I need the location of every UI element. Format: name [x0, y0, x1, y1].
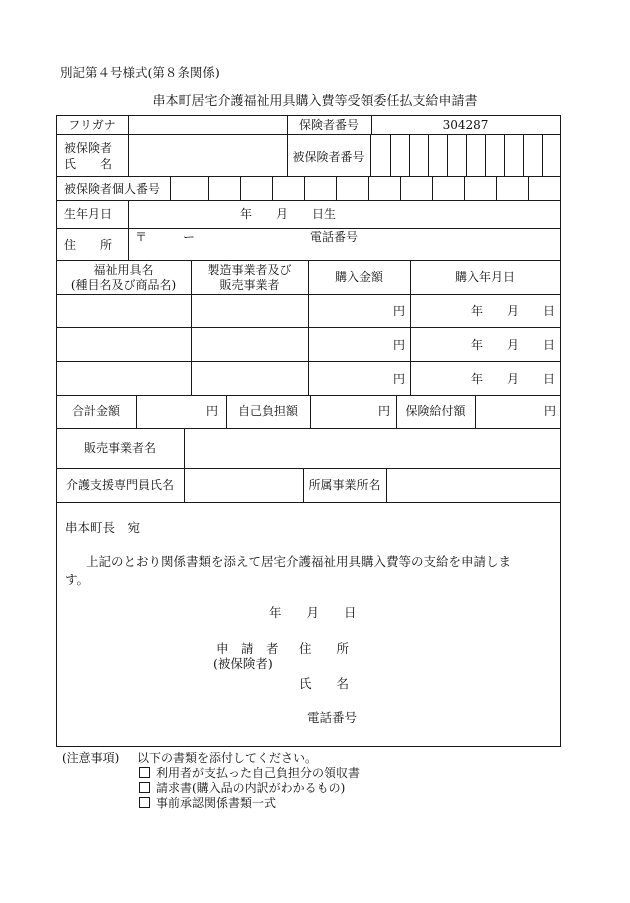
personal-number-field[interactable]: [171, 177, 560, 200]
self-pay-yen: 円: [378, 404, 391, 418]
birth-label: 生年月日: [64, 207, 113, 221]
note-item-2: 請求書(購入品の内訳がわかるもの): [139, 782, 345, 794]
insured-name-field[interactable]: [129, 135, 287, 176]
insured-name-label-2: 氏 名: [64, 157, 113, 171]
item-row-3-yen: 円: [393, 372, 406, 386]
care-manager-field[interactable]: [185, 469, 303, 502]
applicant-sub-label: (被保険者): [213, 656, 273, 671]
phone-label: 電話番号: [310, 230, 359, 244]
maker-header-1: 製造事業者及び: [207, 263, 292, 277]
seller-name-field[interactable]: [185, 429, 560, 468]
office-field[interactable]: [387, 469, 560, 502]
insurer-number-value: 304287: [442, 118, 489, 132]
item-row-1-yen: 円: [393, 304, 406, 318]
form-number: 別記第４号様式(第８条関係): [60, 65, 220, 80]
date-header: 購入年月日: [454, 270, 515, 284]
notes-label: (注意事項): [62, 751, 120, 765]
application-date[interactable]: 年 月 日: [269, 605, 357, 620]
furigana-field[interactable]: [129, 116, 287, 134]
amount-header: 購入金額: [334, 270, 383, 284]
maker-header-2: 販売事業者: [219, 278, 280, 292]
item-row-3-date[interactable]: 年 月 日: [471, 372, 556, 386]
insured-number-field[interactable]: [371, 135, 560, 176]
item-name-header-2: (種目名及び商品名): [70, 278, 177, 292]
postal-code-field[interactable]: 〒 ー: [135, 230, 196, 244]
notes-intro: 以下の書類を添付してください。: [137, 751, 318, 765]
addressee: 串本町長 宛: [65, 520, 141, 535]
office-label: 所属事業所名: [308, 478, 381, 492]
item-row-2-date[interactable]: 年 月 日: [471, 338, 556, 352]
birth-value[interactable]: 年 月 日生: [240, 207, 337, 221]
item-row-1-date[interactable]: 年 月 日: [471, 304, 556, 318]
seller-name-label: 販売事業者名: [83, 441, 156, 455]
item-row-2-yen: 円: [393, 338, 406, 352]
statement-line-1: 上記のとおり関係書類を添えて居宅介護福祉用具購入費等の支給を申請しま: [86, 554, 512, 569]
note-item-3: 事前承認関係書類一式: [139, 797, 276, 809]
self-pay-label: 自己負担額: [237, 404, 298, 418]
address-label: 住 所: [64, 238, 113, 252]
personal-number-label: 被保険者個人番号: [64, 182, 161, 196]
insurer-number-label: 保険者番号: [298, 118, 359, 132]
statement-line-2: す。: [65, 572, 90, 587]
page-title: 串本町居宅介護福祉用具購入費等受領委任払支給申請書: [152, 94, 478, 109]
checkbox-icon: [139, 782, 150, 793]
applicant-name-label: 氏 名: [299, 676, 350, 691]
insured-name-label-1: 被保険者: [64, 141, 113, 155]
applicant-label: 申 請 者: [216, 641, 279, 656]
insured-number-label: 被保険者番号: [292, 150, 365, 164]
total-yen: 円: [206, 404, 219, 418]
applicant-phone-label: 電話番号: [307, 710, 358, 725]
checkbox-icon: [139, 767, 150, 778]
applicant-address-label: 住 所: [299, 641, 350, 656]
furigana-label: フリガナ: [68, 118, 116, 132]
care-manager-label: 介護支援専門員氏名: [65, 478, 174, 492]
benefit-label: 保険給付額: [405, 404, 466, 418]
checkbox-icon: [139, 797, 150, 808]
note-item-1: 利用者が支払った自己負担分の領収書: [139, 767, 360, 779]
item-name-header-1: 福祉用具名: [93, 263, 154, 277]
benefit-yen: 円: [544, 404, 557, 418]
total-label: 合計金額: [71, 404, 120, 418]
